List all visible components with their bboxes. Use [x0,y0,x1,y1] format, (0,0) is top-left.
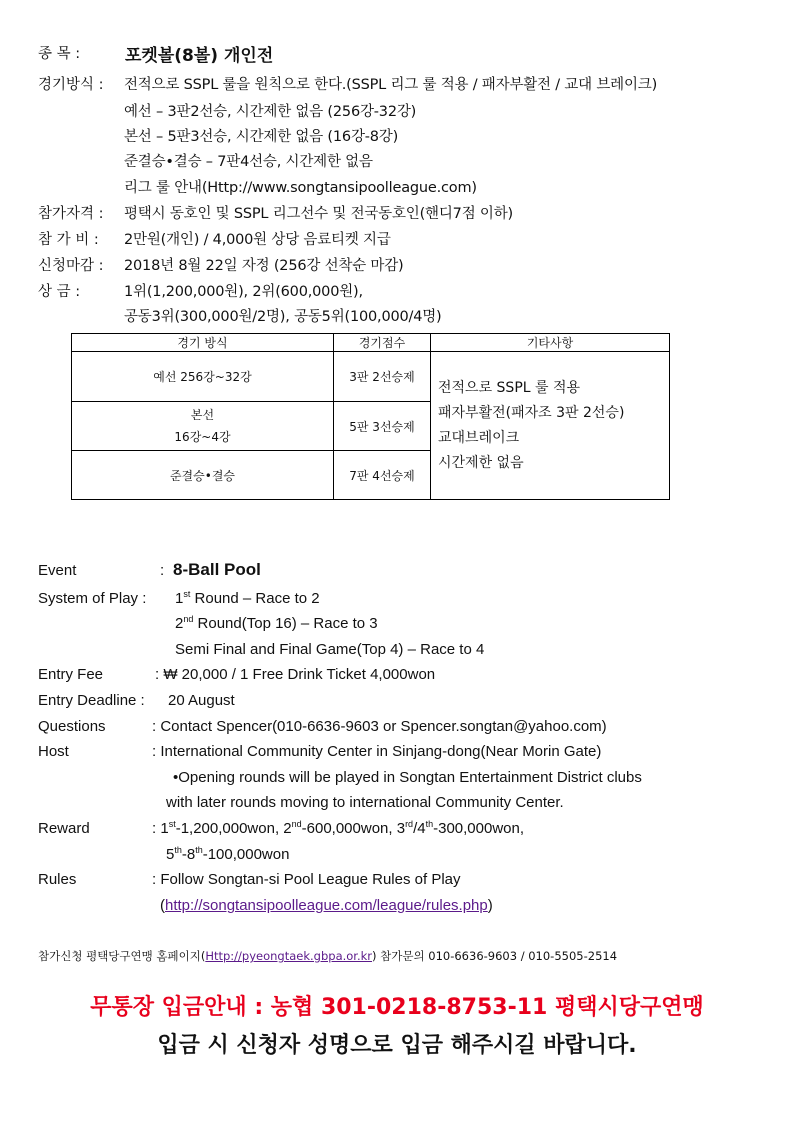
event-label-en: Event [38,562,77,579]
rules-link-line [160,897,493,914]
system-line-en [175,590,320,607]
reward-text: -600,000won, 3 [301,820,406,837]
line-text: Round – Race to 2 [190,590,320,607]
rules-link[interactable]: http://songtansipoolleague.com/league/rules.php [165,897,488,914]
apply-text: 참가신청 평택당구연맹 홈페이지( [38,949,206,963]
deadline-value-en: 20 August [168,692,235,709]
reward-line-en [152,820,524,837]
reward-text: -100,000won [202,846,290,863]
system-label-kr: 경기방식 : [38,77,104,93]
ordinal-suffix: rd [405,819,414,829]
host-label-en: Host [38,743,69,760]
fee-value-en: : ₩ 20,000 / 1 Free Drink Ticket 4,000won [155,666,436,683]
ordinal-suffix: th [425,819,434,829]
apply-link[interactable]: Http://pyeongtaek.gbpa.or.kr [205,949,373,963]
table-cell-score: 3판 2선승제 [334,352,431,402]
fee-value-kr: 2만원(개인) / 4,000원 상당 음료티켓 지급 [124,232,391,248]
prize-line-kr: 공동3위(300,000원/2명), 공동5위(100,000/4명) [124,309,442,325]
event-value-kr: 포켓볼(8볼) 개인전 [125,46,274,66]
table-cell-score: 5판 3선승제 [334,402,431,451]
system-line-en: Semi Final and Final Game(Top 4) – Race to 4 [175,641,485,658]
fee-label-en: Entry Fee [38,666,104,683]
ordinal-suffix: th [174,845,182,855]
eligibility-label-kr: 참가자격 : [38,206,104,222]
paren: ( [160,897,165,914]
apply-info [38,948,617,964]
stage-line: 본선 [190,408,215,422]
ordinal-suffix: nd [291,819,302,829]
reward-line-en [166,846,289,863]
ordinal: 1 [175,590,184,607]
table-cell-score: 7판 4선승제 [334,451,431,500]
questions-value-en: : Contact Spencer(010-6636-9603 or Spencer.songtan@yahoo.com) [152,718,607,735]
notes-line: 패자부활전(패자조 3판 2선승) [438,404,625,421]
ordinal-suffix: nd [183,614,194,624]
apply-text: ) 참가문의 010-6636-9603 / 010-5505-2514 [372,949,618,963]
table-cell-notes [431,352,670,500]
deadline-label-en: Entry Deadline : [38,692,145,709]
reward-text: /4 [413,820,426,837]
system-line-en [175,615,378,632]
rules-label-en: Rules [38,871,77,888]
reward-text: 5 [166,846,175,863]
host-value-en: : International Community Center in Sinjang-dong(Near Morin Gate) [152,743,602,760]
table-cell-stage [72,402,334,451]
reward-label-en: Reward [38,820,90,837]
eligibility-value-kr: 평택시 동호인 및 SSPL 리그선수 및 전국동호인(핸디7점 이하) [124,206,513,222]
reward-text: -8 [181,846,196,863]
host-note-en: •Opening rounds will be played in Songtan Entertainment District clubs [173,769,642,786]
table-cell-stage: 예선 256강~32강 [72,352,334,402]
ordinal-suffix: st [183,589,191,599]
reward-text: -1,200,000won, 2 [175,820,292,837]
fee-label-kr: 참 가 비 : [38,232,99,248]
stage-line: 16강~4강 [174,430,231,444]
ordinal-suffix: th [195,845,203,855]
bank-info: 무통장 입금안내 : 농협 301-0218-8753-11 평택시당구연맹 [90,995,704,1020]
host-note-en: with later rounds moving to international Community Center. [166,794,564,811]
event-value-en: 8-Ball Pool [173,560,261,579]
reward-text: : 1 [152,820,169,837]
system-line-kr: 예선 – 3판2선승, 시간제한 없음 (256강-32강) [124,104,417,120]
notes-line: 시간제한 없음 [438,454,524,471]
rules-value-en: : Follow Songtan-si Pool League Rules of Play [152,871,461,888]
schedule-table [71,333,670,500]
system-line-kr: 준결승•결승 – 7판4선승, 시간제한 없음 [124,154,373,170]
event-sep-en: : [160,562,165,579]
reward-text: -300,000won, [433,820,525,837]
table-header: 경기점수 [334,334,431,352]
deadline-label-kr: 신청마감 : [38,258,104,274]
table-header: 기타사항 [431,334,670,352]
system-line-kr: 리그 룰 안내(Http://www.songtansipoolleague.com) [124,180,477,196]
event-label-kr: 종 목 : [38,46,81,62]
prize-label-kr: 상 금 : [38,284,81,300]
paren: ) [487,897,493,914]
system-label-en: System of Play : [38,590,147,607]
questions-label-en: Questions [38,718,106,735]
notes-line: 교대브레이크 [438,429,520,446]
system-line-kr: 전적으로 SSPL 룰을 원칙으로 한다.(SSPL 리그 룰 적용 / 패자부활전 / 교대 브레이크) [124,77,658,93]
table-header: 경기 방식 [72,334,334,352]
table-cell-stage: 준결승•결승 [72,451,334,500]
line-text: Round(Top 16) – Race to 3 [193,615,378,632]
ordinal: 2 [175,615,184,632]
ordinal-suffix: st [168,819,176,829]
deposit-note: 입금 시 신청자 성명으로 입금 해주시길 바랍니다. [157,1033,637,1058]
system-line-kr: 본선 – 5판3선승, 시간제한 없음 (16강-8강) [124,129,399,145]
prize-line-kr: 1위(1,200,000원), 2위(600,000원), [124,284,363,300]
notes-line: 전적으로 SSPL 룰 적용 [438,379,581,396]
deadline-value-kr: 2018년 8월 22일 자정 (256강 선착순 마감) [124,258,404,274]
